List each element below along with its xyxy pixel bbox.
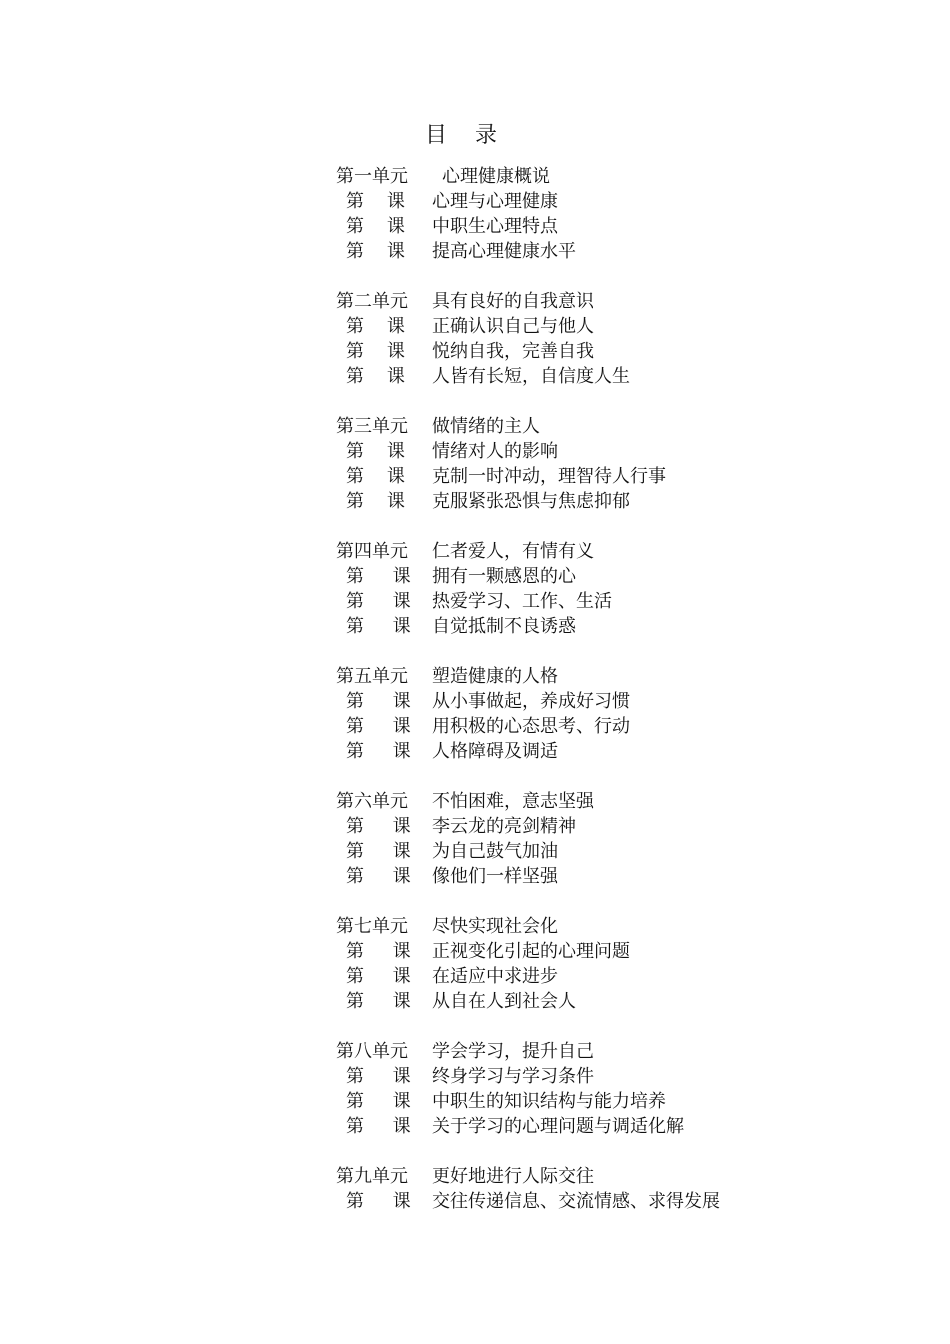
lesson-row (336, 989, 896, 1014)
lesson-label: 第 课 (346, 591, 411, 612)
lesson-row (336, 1064, 896, 1089)
unit-heading (336, 289, 896, 314)
lesson-title: 克制一时冲动，理智待人行事 (432, 466, 666, 487)
page-title: 目 录 (425, 123, 497, 148)
lesson-label: 第 课 (346, 566, 411, 587)
lesson-row (336, 614, 896, 639)
lesson-label: 第 课 (346, 1116, 411, 1137)
lesson-row (336, 814, 896, 839)
table-of-contents (336, 164, 896, 1239)
lesson-label: 第 课 (346, 716, 411, 737)
lesson-title: 克服紧张恐惧与焦虑抑郁 (432, 491, 630, 512)
lesson-row (336, 564, 896, 589)
unit-title: 不怕困难，意志坚强 (432, 791, 594, 812)
lesson-row (336, 864, 896, 889)
lesson-label: 第 课 (346, 491, 405, 512)
lesson-row (336, 1114, 896, 1139)
lesson-row (336, 364, 896, 389)
unit-heading (336, 664, 896, 689)
unit-heading (336, 414, 896, 439)
lesson-label: 第 课 (346, 966, 411, 987)
unit-label: 第三单元 (336, 416, 408, 437)
unit-label: 第五单元 (336, 666, 408, 687)
unit-3 (336, 414, 896, 514)
unit-heading (336, 1039, 896, 1064)
lesson-title: 终身学习与学习条件 (432, 1066, 594, 1087)
unit-4 (336, 539, 896, 639)
unit-1 (336, 164, 896, 264)
lesson-row (336, 439, 896, 464)
lesson-row (336, 464, 896, 489)
lesson-title: 正确认识自己与他人 (432, 316, 594, 337)
lesson-row (336, 189, 896, 214)
unit-title: 尽快实现社会化 (432, 916, 558, 937)
lesson-title: 从自在人到社会人 (432, 991, 576, 1012)
lesson-row (336, 589, 896, 614)
unit-8 (336, 1039, 896, 1139)
lesson-title: 自觉抵制不良诱惑 (432, 616, 576, 637)
lesson-label: 第 课 (346, 241, 405, 262)
unit-6 (336, 789, 896, 889)
lesson-label: 第 课 (346, 216, 405, 237)
lesson-title: 用积极的心态思考、行动 (432, 716, 630, 737)
lesson-row (336, 314, 896, 339)
unit-title: 具有良好的自我意识 (432, 291, 594, 312)
unit-label: 第四单元 (336, 541, 408, 562)
unit-label: 第九单元 (336, 1166, 408, 1187)
lesson-row (336, 689, 896, 714)
unit-title: 塑造健康的人格 (432, 666, 558, 687)
lesson-label: 第 课 (346, 341, 405, 362)
lesson-row (336, 1189, 896, 1214)
lesson-title: 悦纳自我，完善自我 (432, 341, 594, 362)
lesson-title: 人格障碍及调适 (432, 741, 558, 762)
unit-title: 更好地进行人际交往 (432, 1166, 594, 1187)
lesson-label: 第 课 (346, 991, 411, 1012)
unit-label: 第一单元 (336, 166, 408, 187)
lesson-title: 李云龙的亮剑精神 (432, 816, 576, 837)
lesson-label: 第 课 (346, 816, 411, 837)
unit-label: 第二单元 (336, 291, 408, 312)
lesson-row (336, 239, 896, 264)
unit-title: 心理健康概说 (442, 166, 550, 187)
lesson-title: 交往传递信息、交流情感、求得发展 (432, 1191, 720, 1212)
lesson-title: 人皆有长短，自信度人生 (432, 366, 630, 387)
lesson-row (336, 939, 896, 964)
lesson-title: 心理与心理健康 (432, 191, 558, 212)
lesson-row (336, 1089, 896, 1114)
lesson-row (336, 964, 896, 989)
lesson-row (336, 214, 896, 239)
lesson-row (336, 489, 896, 514)
lesson-label: 第 课 (346, 741, 411, 762)
lesson-title: 为自己鼓气加油 (432, 841, 558, 862)
unit-heading (336, 1164, 896, 1189)
lesson-label: 第 课 (346, 691, 411, 712)
lesson-label: 第 课 (346, 1066, 411, 1087)
lesson-title: 关于学习的心理问题与调适化解 (432, 1116, 684, 1137)
unit-title: 学会学习，提升自己 (432, 1041, 594, 1062)
lesson-label: 第 课 (346, 366, 405, 387)
unit-heading (336, 164, 896, 189)
lesson-title: 热爱学习、工作、生活 (432, 591, 612, 612)
lesson-row (336, 839, 896, 864)
unit-title: 做情绪的主人 (432, 416, 540, 437)
unit-7 (336, 914, 896, 1014)
lesson-label: 第 课 (346, 941, 411, 962)
lesson-title: 正视变化引起的心理问题 (432, 941, 630, 962)
lesson-title: 像他们一样坚强 (432, 866, 558, 887)
lesson-row (336, 339, 896, 364)
lesson-label: 第 课 (346, 841, 411, 862)
unit-5 (336, 664, 896, 764)
unit-label: 第七单元 (336, 916, 408, 937)
lesson-label: 第 课 (346, 466, 405, 487)
unit-9 (336, 1164, 896, 1214)
lesson-label: 第 课 (346, 191, 405, 212)
lesson-label: 第 课 (346, 866, 411, 887)
lesson-label: 第 课 (346, 441, 405, 462)
lesson-title: 从小事做起，养成好习惯 (432, 691, 630, 712)
lesson-title: 在适应中求进步 (432, 966, 558, 987)
lesson-title: 中职生心理特点 (432, 216, 558, 237)
lesson-title: 提高心理健康水平 (432, 241, 576, 262)
unit-label: 第八单元 (336, 1041, 408, 1062)
unit-heading (336, 914, 896, 939)
unit-title: 仁者爱人，有情有义 (432, 541, 594, 562)
lesson-label: 第 课 (346, 1191, 411, 1212)
unit-heading (336, 789, 896, 814)
lesson-row (336, 714, 896, 739)
lesson-label: 第 课 (346, 1091, 411, 1112)
lesson-title: 拥有一颗感恩的心 (432, 566, 576, 587)
lesson-title: 情绪对人的影响 (432, 441, 558, 462)
lesson-label: 第 课 (346, 316, 405, 337)
unit-heading (336, 539, 896, 564)
lesson-label: 第 课 (346, 616, 411, 637)
lesson-row (336, 739, 896, 764)
lesson-title: 中职生的知识结构与能力培养 (432, 1091, 666, 1112)
unit-label: 第六单元 (336, 791, 408, 812)
unit-2 (336, 289, 896, 389)
